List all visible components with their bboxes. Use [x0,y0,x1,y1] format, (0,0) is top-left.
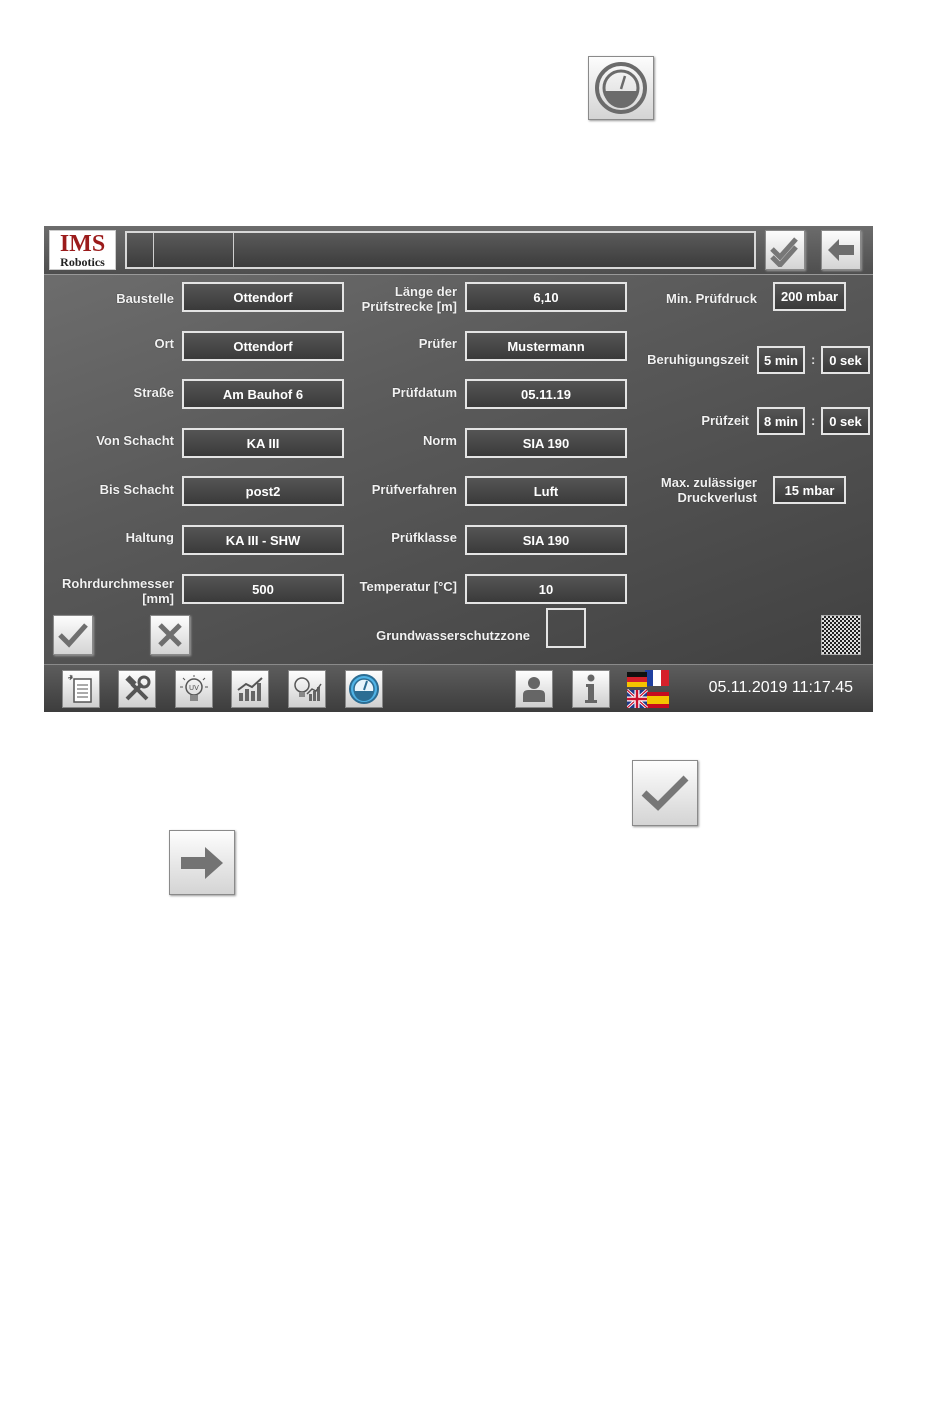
tools-icon [122,674,152,704]
next-button[interactable] [169,830,235,895]
label-max-druckverlust [634,475,757,505]
gauge-icon [348,673,380,705]
svg-text:UV: UV [189,684,199,692]
field-von-schacht[interactable]: KA III [182,428,344,458]
field-norm[interactable]: SIA 190 [465,428,627,458]
bottom-toolbar [44,664,873,712]
grundwasserschutzzone-checkbox[interactable] [546,608,586,648]
field-temperatur[interactable]: 10 [465,574,627,604]
toolbar-info-button[interactable] [572,670,610,708]
datetime-display: 05.11.2019 11:17.45 [708,679,853,696]
back-button[interactable] [821,230,861,270]
field-rohrdurchmesser[interactable]: 500 [182,574,344,604]
double-check-icon [768,233,802,267]
new-document-icon [67,674,95,704]
label-pruefverfahren: Prüfverfahren [371,482,457,497]
field-pruefzeit-sek[interactable]: 0 sek [821,407,870,435]
label-rohrdurchmesser [49,576,174,606]
arrow-left-icon [826,237,856,263]
label-max-druckverlust-line1: Max. zulässiger [660,475,757,490]
field-baustelle[interactable]: Ottendorf [182,282,344,312]
title-bar [125,231,756,269]
language-flags-button[interactable] [627,670,669,708]
toolbar-light-chart-button[interactable] [288,670,326,708]
field-pruefverfahren[interactable]: Luft [465,476,627,506]
logo-subtext: Robotics [60,255,105,269]
field-pruefklasse[interactable]: SIA 190 [465,525,627,555]
save-button[interactable] [53,615,93,655]
ims-robotics-logo [49,230,116,270]
field-beruhigungszeit-sek[interactable]: 0 sek [821,346,870,374]
bar-chart-icon [235,675,265,703]
gauge-button[interactable] [588,56,654,120]
label-beruhigungszeit: Beruhigungszeit [647,352,749,367]
label-laenge [344,284,457,314]
label-max-druckverlust-line2: Druckverlust [677,490,757,505]
field-ort[interactable]: Ottendorf [182,331,344,361]
toolbar-new-document-button[interactable] [62,670,100,708]
field-haltung[interactable]: KA III - SHW [182,525,344,555]
gauge-icon [594,61,648,115]
label-baustelle: Baustelle [116,291,174,306]
keyboard-icon[interactable] [821,615,861,655]
label-temperatur: Temperatur [°C] [359,579,457,594]
title-segment-2 [153,233,234,267]
label-pruefdatum: Prüfdatum [392,385,457,400]
user-icon [521,674,547,704]
cross-icon [156,621,184,649]
separator: : [811,413,816,428]
toolbar-user-button[interactable] [515,670,553,708]
checkmark-icon [57,621,89,649]
language-flags-icon [627,670,669,708]
field-strasse[interactable]: Am Bauhof 6 [182,379,344,409]
field-pruefzeit-min[interactable]: 8 min [757,407,805,435]
title-segment-1 [127,233,154,267]
field-pruefdatum[interactable]: 05.11.19 [465,379,627,409]
checkmark-icon [640,773,690,813]
info-icon [581,673,601,705]
label-grundwasserschutzzone: Grundwasserschutzzone [376,628,530,643]
label-laenge-line1: Länge der [394,284,457,299]
field-beruhigungszeit-min[interactable]: 5 min [757,346,805,374]
confirm-button[interactable] [632,760,698,826]
label-pruefer: Prüfer [418,336,457,351]
toolbar-chart-button[interactable] [231,670,269,708]
test-parameters-screen [44,226,873,712]
label-ort: Ort [154,336,174,351]
label-haltung: Haltung [125,530,174,545]
label-von-schacht: Von Schacht [96,433,174,448]
arrow-right-icon [177,843,227,883]
label-min-pruefdruck: Min. Prüfdruck [665,291,757,306]
field-laenge[interactable]: 6,10 [465,282,627,312]
cancel-button[interactable] [150,615,190,655]
label-norm: Norm [423,433,457,448]
separator: : [811,352,816,367]
uv-bulb-icon [179,674,209,704]
confirm-all-button[interactable] [765,230,805,270]
label-pruefzeit: Prüfzeit [701,413,749,428]
field-min-pruefdruck[interactable]: 200 mbar [773,282,846,311]
toolbar-tools-button[interactable] [118,670,156,708]
toolbar-gauge-button[interactable] [345,670,383,708]
field-pruefer[interactable]: Mustermann [465,331,627,361]
label-rohrdurchmesser-line1: Rohrdurchmesser [62,576,174,591]
label-strasse: Straße [133,385,174,400]
label-pruefklasse: Prüfklasse [391,530,457,545]
label-bis-schacht: Bis Schacht [99,482,174,497]
bulb-chart-icon [292,674,322,704]
header-bar [44,226,873,275]
logo-text: IMS [59,231,106,257]
field-bis-schacht[interactable]: post2 [182,476,344,506]
label-laenge-line2: Prüfstrecke [m] [361,299,457,314]
toolbar-uv-light-button[interactable] [175,670,213,708]
field-max-druckverlust[interactable]: 15 mbar [773,476,846,504]
label-rohrdurchmesser-line2: [mm] [142,591,174,606]
